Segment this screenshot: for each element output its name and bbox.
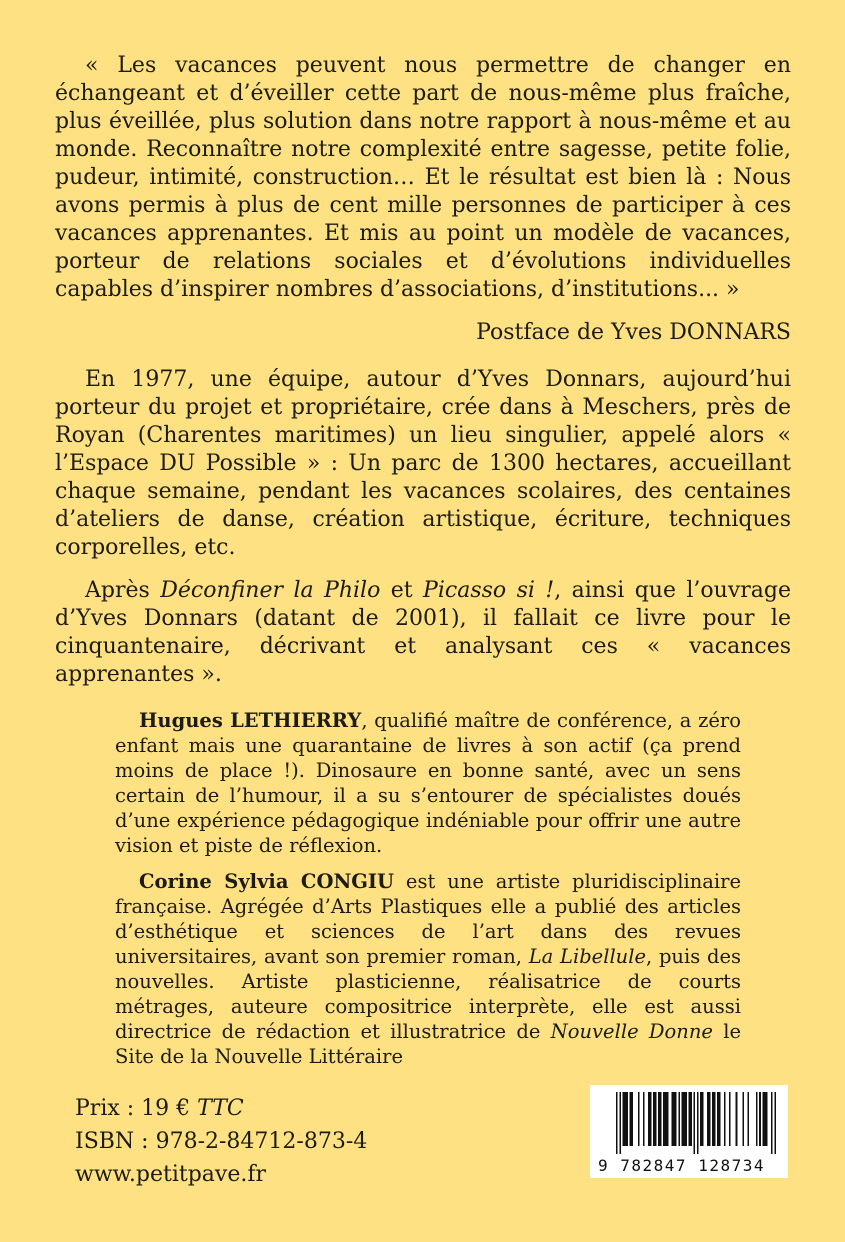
paragraph-1977: En 1977, une équipe, autour d’Yves Donnars, aujourd’hui porteur du projet et propriétaire, crée dans à Meschers, près de Royan (Charentes maritimes) un lieu singulier, appelé alors « l’Espace DU Possible » : Un parc de 1300 hectares, accueillant chaque semaine, pendant les vacances scolaires, des centaines d’ateliers de danse, création artistique, écriture, techniques corporelles, etc. xyxy=(55,367,791,560)
text-segment: et xyxy=(380,578,424,603)
website-line: www.petitpave.fr xyxy=(75,1162,266,1187)
book-title-picasso: Picasso si ! xyxy=(423,578,555,603)
barcode-digits: 9 782847 128734 xyxy=(598,1156,765,1175)
text-segment: est une artiste pluridisciplinaire française. Agrégée d’Arts Plastiques elle a publié des articles d’esthétique et sciences de l’art dans des revues universitaires, avant son premier roman, xyxy=(115,870,741,968)
isbn-line: ISBN : 978-2-84712-873-4 xyxy=(75,1129,368,1154)
price-label: Prix : 19 € xyxy=(75,1096,198,1121)
text-segment: , puis des nouvelles. Artiste plasticienne, réalisatrice de courts métrages, auteure compositrice interprète, elle est aussi directrice de rédaction et illustratrice de xyxy=(115,945,741,1043)
authors-section xyxy=(115,708,741,1069)
barcode-image xyxy=(616,1092,776,1156)
quote-paragraph: « Les vacances peuvent nous permettre de changer en échangeant et d’éveiller cette part de nous-même plus fraîche, plus éveillée, plus solution dans notre rapport à nous-même et au monde. Reconnaître notre complexité entre sagesse, petite folie, pudeur, intimité, construction… Et le résultat est bien là : Nous avons permis à plus de cent mille personnes de participer à ces vacances apprenantes. Et mis au point un modèle de vacances, porteur de relations sociales et d’évolutions individuelles capables d’inspirer nombres d’associations, d’institutions... » xyxy=(55,53,791,302)
text-segment: le Site de la Nouvelle Littéraire xyxy=(115,1020,741,1068)
paragraph-apres xyxy=(55,577,791,689)
book-title-libellule: La Libellule xyxy=(528,945,647,968)
footer-info xyxy=(75,1092,367,1191)
author-name-congiu: Corine Sylvia CONGIU xyxy=(139,870,395,893)
text-segment: Après xyxy=(85,578,161,603)
text-segment: , qualifié maître de conférence, a zéro enfant mais une quarantaine de livres à son actif (ça prend moins de place !). Dinosaure en bonne santé, avec un sens certain de l’humour, il a su s’entourer de spécialistes doués d’une expérience pédagogique indéniable pour offrir une autre vision et piste de réflexion. xyxy=(115,709,741,857)
barcode xyxy=(590,1085,788,1178)
text-segment: , ainsi que l’ouvrage d’Yves Donnars (datant de 2001), il fallait ce livre pour le cinquantenaire, décrivant et analysant ces « vacances apprenantes ». xyxy=(55,578,791,687)
author-congiu-paragraph xyxy=(115,869,741,1069)
price-line xyxy=(75,1092,367,1125)
book-title-deconfiner: Déconfiner la Philo xyxy=(160,578,381,603)
quote-section xyxy=(55,52,791,345)
author-name-lethierry: Hugues LETHIERRY xyxy=(139,709,362,732)
quote-attribution: Postface de Yves DONNARS xyxy=(476,320,791,345)
author-lethierry-paragraph xyxy=(115,708,741,858)
intro-section xyxy=(55,366,791,689)
price-ttc: TTC xyxy=(197,1096,244,1121)
publication-nouvelle-donne: Nouvelle Donne xyxy=(550,1020,713,1043)
